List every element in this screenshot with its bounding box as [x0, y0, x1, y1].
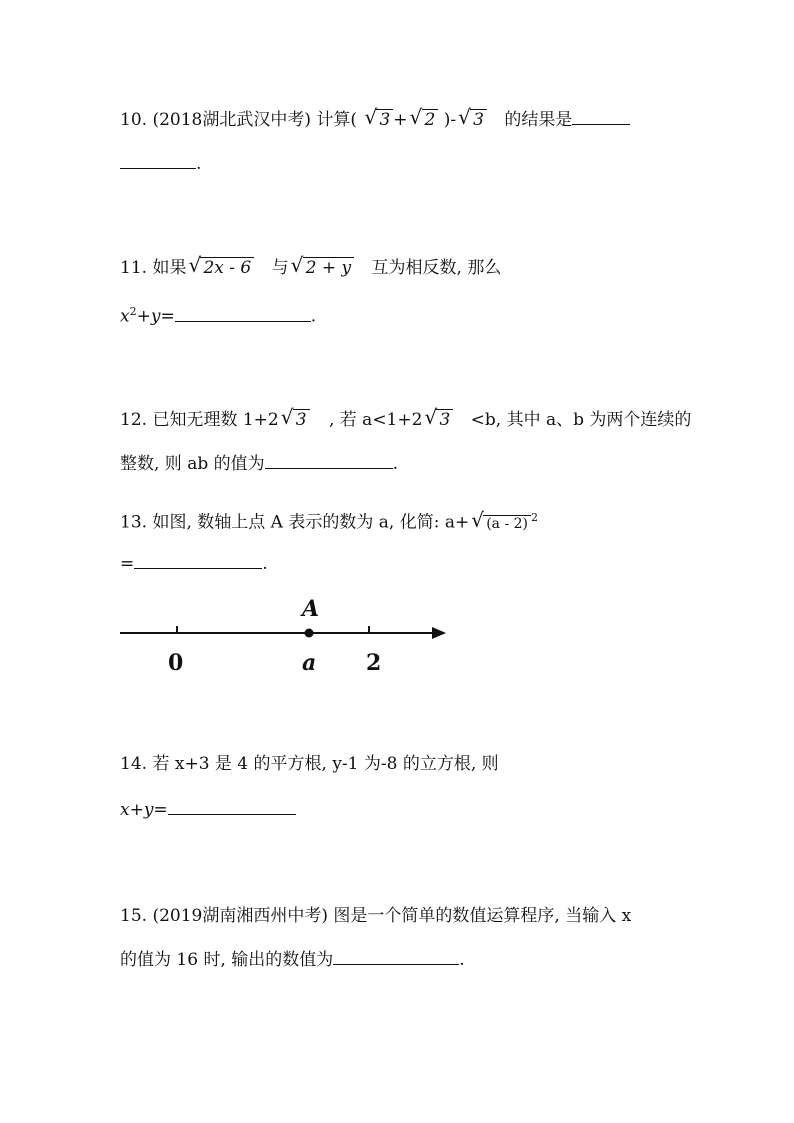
- q10-blank-1[interactable]: [572, 106, 630, 125]
- q12-number: 12.: [120, 410, 148, 430]
- q13-blank[interactable]: [134, 550, 262, 569]
- q11-blank[interactable]: [175, 303, 311, 322]
- q10-sqrt3b: √ 3: [458, 108, 487, 132]
- question-13-line1: 13. 如图, 数轴上点 A 表示的数为 a, 化简: a+√ (a - 2) $^2$: [120, 506, 538, 536]
- q10-sqrt2: √ 2: [410, 108, 439, 132]
- question-11-line1: [120, 256, 501, 280]
- number-line-figure: [112, 590, 452, 680]
- q10-number: 10.: [120, 110, 148, 130]
- q13-text-a: 如图, 数轴上点 A 表示的数为 a, 化简: a+: [152, 512, 470, 533]
- q12-text-b: , 若 a<1+2: [328, 410, 423, 430]
- question-15-line2: 的值为 16 时, 输出的数值为 .: [120, 946, 465, 972]
- q12-text-c: <b, 其中 a、b 为两个连续的: [470, 410, 692, 430]
- q14-text: 若 x+3 是 4 的平方根, y-1 为-8 的立方根, 则: [152, 754, 499, 774]
- q10-blank-2[interactable]: [120, 150, 196, 169]
- q12-blank[interactable]: [265, 450, 393, 469]
- q13-sqrt: √ (a - 2): [471, 511, 531, 536]
- question-11-line2: $x^2+y=$ .: [120, 300, 316, 329]
- q10-sqrt3: √ 3: [364, 108, 393, 132]
- q10-text-a: 计算(: [316, 110, 358, 130]
- q14-blank[interactable]: [168, 796, 296, 815]
- q12-sqrt-1: √ 3: [281, 408, 310, 432]
- q11-sqrt-1: √ 2x - 6: [188, 256, 254, 280]
- q12-sqrt-2: √ 3: [424, 408, 453, 432]
- question-15-line1: [120, 904, 631, 928]
- q10-text-b: )-: [443, 110, 457, 130]
- q11-sqrt-2: √ 2 + y: [291, 256, 354, 280]
- q10-text-c: 的结果是: [504, 110, 573, 130]
- q11-text-b: 与: [271, 258, 289, 278]
- question-12-line2: 整数, 则 ab 的值为 .: [120, 450, 398, 476]
- point-label-a: A: [302, 596, 320, 622]
- tick-label-2: 2: [366, 650, 382, 676]
- question-10-line2: .: [120, 150, 201, 176]
- q14-number: 14.: [120, 754, 148, 774]
- q10-source: (2018湖北武汉中考): [152, 110, 311, 130]
- q11-text-a: 如果: [152, 258, 187, 278]
- q15-number: 15.: [120, 906, 148, 926]
- q12-text-a: 已知无理数 1+2: [152, 410, 279, 430]
- question-14-line2: x+y=: [120, 796, 296, 822]
- q15-blank[interactable]: [333, 946, 459, 965]
- question-13-line2: = .: [120, 550, 268, 576]
- question-10-line1: 10. (2018湖北武汉中考) 计算( √ 3 +√ 2 )-√ 3 的结果是: [120, 106, 630, 132]
- q13-number: 13.: [120, 512, 148, 533]
- question-12-line1: [120, 408, 691, 432]
- arrow-head-icon: [432, 627, 446, 639]
- q11-text-c: 互为相反数, 那么: [371, 258, 502, 278]
- tick-label-a: a: [302, 650, 317, 676]
- q15-text: (2019湖南湘西州中考) 图是一个简单的数值运算程序, 当输入 x: [152, 906, 632, 926]
- question-14-line1: [120, 752, 499, 776]
- point-a: [305, 629, 314, 638]
- q11-number: 11.: [120, 258, 148, 278]
- tick-label-0: 0: [168, 650, 184, 676]
